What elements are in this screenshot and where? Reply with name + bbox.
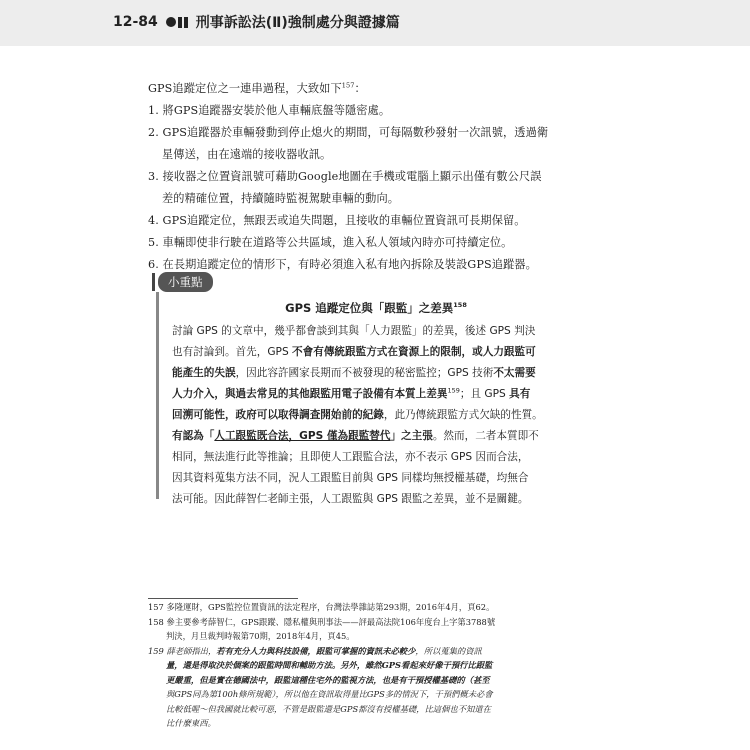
footnote-159-cont-2: 更嚴重，但是實在德國法中，跟監這種住宅外的監視方法，也是有干預授權基礎的（甚至 — [166, 674, 490, 685]
step-1: 1. 將GPS追蹤器安裝於他人車輛底盤等隱密處。 — [148, 104, 391, 117]
step-3: 3. 接收器之位置資訊號可藉助Google地圖在手機或電腦上顯示出僅有數公尺誤 — [148, 170, 542, 183]
footnote-ref-159[interactable]: 159 — [447, 386, 460, 395]
key-point-rule — [156, 292, 159, 499]
footnote-158: 158 參主要參考薛智仁，GPS跟蹤、隱私權與刑事法——評最高法院106年度台上字第3788號 — [148, 616, 496, 627]
footnote-159-cont-5: 比什麼東西。 — [166, 718, 216, 728]
key-point-tag — [152, 272, 213, 292]
intro-line: GPS追蹤定位之一連串過程，大致如下$^{157}$： — [148, 81, 366, 95]
key-point-body: 討論 GPS 的文章中，幾乎都會談到其與「人力跟監」的差異，後述 GPS 判決 也有討論到。首先，GPS 不會有傳統跟監方式在資源上的限制，或人力跟監可 能產生的失誤，因此容許國家長期而不被發現的秘密監控；GPS 技術不太需要 人力介入，與過去常見的其他跟監用電子設備有本質上差異$^{159}$；且 GPS 具有 回溯可能性，政府可以取得調查開始前的紀錄，此乃傳統跟監方式欠缺的性質。 有認為「人工跟監既合法，GPS 僅為跟監替代」之主張。然而，二者本質即不 相同，無法進行此等推論；且即使人工跟監合法，亦不表示 GPS 因而合法， 因其資料蒐集方法不同，況人工跟監目前與 GPS 同樣均無授權基礎，均無合 法可能。因此薛智仁老師主張，人工跟監與 GPS 跟監之差異，並不是關鍵。 — [172, 325, 543, 505]
header-inner — [113, 12, 400, 32]
footnote-divider — [148, 598, 298, 599]
page-number: 12-84 — [113, 14, 158, 30]
footnote-159-cont-4: 比較低喔～但我國就比較可惡，不管是跟監還是GPS都沒有授權基礎，比這個也不知道在 — [166, 703, 491, 714]
step-2: 2. GPS追蹤器於車輛發動到停止熄火的期間，可每隔數秒發射一次訊號，透過衛 — [148, 126, 549, 139]
step-4: 4. GPS追蹤定位，無跟丟或追失問題，且接收的車輛位置資訊可長期保留。 — [148, 214, 526, 227]
step-6: 6. 在長期追蹤定位的情形下，有時必須進入私有地內拆除及裝設GPS追蹤器。 — [148, 258, 537, 271]
header-mark-icon — [166, 17, 188, 28]
step-3-cont: 差的精確位置，持續隨時監視駕駛車輛的動向。 — [162, 192, 400, 205]
footnote-ref-158[interactable]: 158 — [453, 301, 467, 310]
footnote-159-cont-3: 與GPS同為第100h條所規範），所以他在資訊取得量比GPS多的情況下，干預們概未必會 — [166, 689, 493, 699]
step-2-cont: 星傳送，由在遠端的接收器收訊。 — [162, 148, 332, 161]
page-header — [0, 0, 750, 46]
body-text — [148, 78, 588, 276]
tag-bar — [152, 273, 155, 291]
footnote-ref-157[interactable]: 157 — [341, 81, 355, 90]
step-5: 5. 車輛即使非行駛在道路等公共區域，進入私人領域內時亦可持續定位。 — [148, 236, 513, 249]
footnote-157: 157 多隆運財，GPS監控位置資訊的法定程序，台灣法學雜誌第293期，2016年4月，頁62。 — [148, 602, 495, 612]
footnote-158-cont: 判決，月旦裁判時報第70期，2018年4月，頁45。 — [166, 631, 355, 641]
key-point-title: GPS 追蹤定位與「跟監」之差異$^{158}$ — [285, 301, 467, 315]
footnotes — [148, 600, 588, 731]
book-title: 刑事訴訟法(Ⅱ)強制處分與證據篇 — [195, 15, 400, 31]
key-point-label: 小重點 — [158, 272, 213, 292]
footnote-159: 159 薛老師指出，若有充分人力與科技設備，跟監可掌握的資訊未必較少，所以蒐集的資訊 — [148, 645, 482, 656]
footnote-159-cont-1: 量，還是得取決於個案的跟監時間和輔助方法。另外，雖然GPS看起來好像干預行比跟監 — [166, 660, 493, 670]
